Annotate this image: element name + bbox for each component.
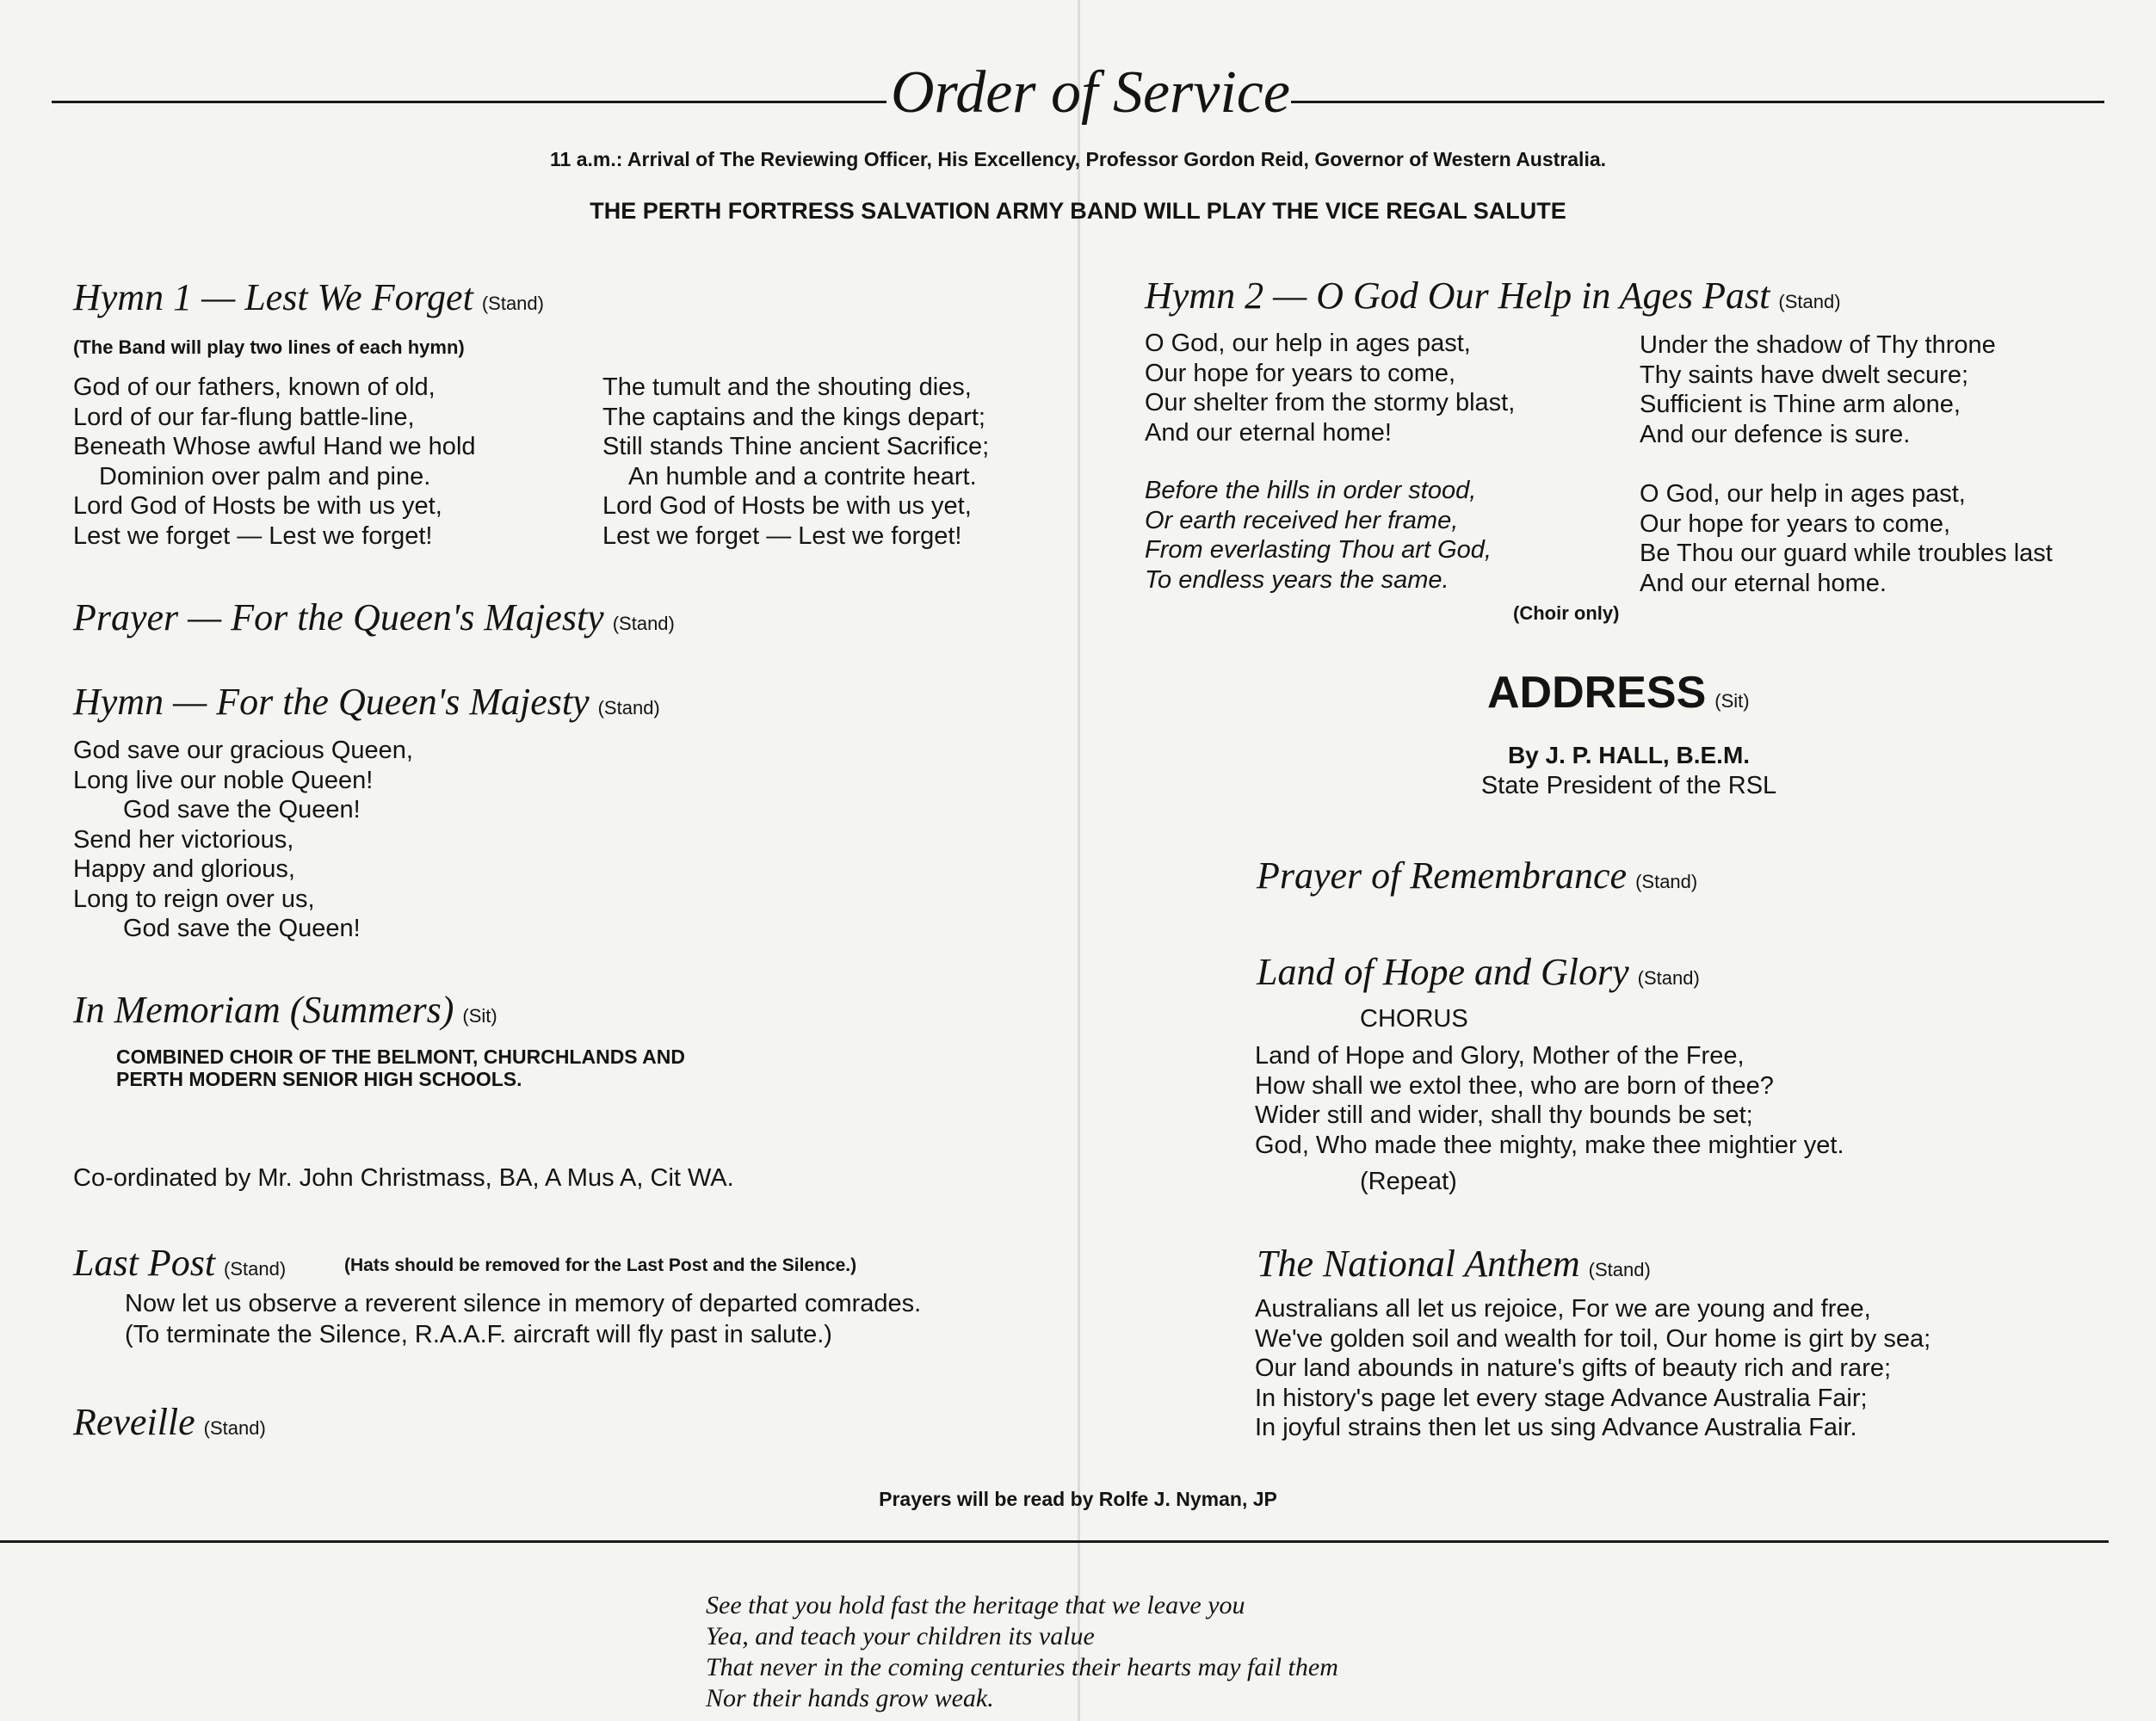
prayers-reader: Prayers will be read by Rolfe J. Nyman, JP [879,1488,1277,1510]
verse-line: The tumult and the shouting dies, [602,373,972,401]
prayer-queen-title: Prayer — For the Queen's Majesty [73,596,604,638]
verse-line: Land of Hope and Glory, Mother of the Free, [1255,1042,1745,1070]
prayer-remembrance-heading [1257,854,1697,898]
verse-line: Lord of our far-flung battle-line, [73,403,415,431]
hymn2-verse-1 [1145,329,1515,447]
prayer-queen-heading [73,595,675,639]
memoriam-note: (Sit) [462,1005,497,1027]
verse-line: Sufficient is Thine arm alone, [1640,391,1961,418]
hymn-queen-heading [73,680,660,724]
header-rule-left [52,101,886,103]
verse-line: Be Thou our guard while troubles last [1640,540,2053,567]
verse-line: Dominion over palm and pine. [99,462,431,490]
verse-line: Before the hills in order stood, [1145,477,1477,504]
verse-line: Our land abounds in nature's gifts of beauty rich and rare; [1255,1354,1892,1382]
verse-line: To endless years the same. [1145,565,1449,594]
page-title: Order of Service [891,59,1290,126]
memoriam-heading [73,988,497,1032]
footer-rule [0,1540,2109,1543]
reveille-note: (Stand) [203,1417,266,1439]
anthem-title: The National Anthem [1257,1243,1580,1285]
address-speaker: By J. P. HALL, B.E.M. [1507,742,1751,768]
silence-line-2: (To terminate the Silence, R.A.A.F. aircraft will fly past in salute.) [125,1321,832,1348]
hymn1-verse-1 [73,373,476,551]
hymn-queen-title: Hymn — For the Queen's Majesty [73,681,590,723]
last-post-note: (Stand) [224,1258,287,1280]
quote-line: Nor their hands grow weak. [706,1684,994,1712]
hymn1-heading [73,275,544,319]
memoriam-title: In Memoriam (Summers) [73,989,454,1031]
prayer-queen-note: (Stand) [612,613,675,634]
anthem-note: (Stand) [1588,1259,1651,1280]
verse-line: Happy and glorious, [73,855,295,883]
prayer-remembrance-title: Prayer of Remembrance [1257,854,1628,897]
verse-line: From everlasting Thou art God, [1145,536,1492,564]
hymn2-note: (Stand) [1778,291,1841,312]
verse-line: The captains and the kings depart; [602,403,985,431]
verse-line: Or earth received her frame, [1145,506,1459,534]
quote-line: That never in the coming centuries their hearts may fail them [706,1653,1338,1681]
land-hope-verse [1255,1041,1844,1160]
choir-line-2: PERTH MODERN SENIOR HIGH SCHOOLS. [116,1068,522,1090]
verse-line: Our hope for years to come, [1145,359,1456,387]
verse-line: How shall we extol thee, who are born of thee? [1255,1071,1774,1100]
last-post-title: Last Post [73,1242,216,1284]
verse-line: Still stands Thine ancient Sacrifice; [602,433,990,460]
anthem-heading [1257,1242,1651,1286]
last-post-heading [73,1241,286,1285]
verse-line: Send her victorious, [73,825,294,854]
address-heading [1487,667,1750,719]
verse-line: Lest we forget — Lest we forget! [602,521,962,550]
silence-line-1: Now let us observe a reverent silence in memory of departed comrades. [125,1290,922,1317]
land-hope-note: (Stand) [1637,967,1700,989]
verse-line: God save the Queen! [123,796,361,823]
verse-line: O God, our help in ages past, [1145,330,1471,357]
verse-line: An humble and a contrite heart. [628,462,977,490]
reveille-heading [73,1400,266,1444]
verse-line: Lord God of Hosts be with us yet, [73,492,442,520]
verse-line: And our defence is sure. [1640,420,1911,448]
verse-line: O God, our help in ages past, [1640,480,1966,508]
land-hope-heading [1257,950,1700,994]
reveille-title: Reveille [73,1401,195,1443]
chorus-label: CHORUS [1360,1005,1468,1033]
choir-line-1: COMBINED CHOIR OF THE BELMONT, CHURCHLANDS AND [116,1046,686,1068]
verse-line: Our hope for years to come, [1640,509,1951,538]
verse-line: God of our fathers, known of old, [73,373,436,401]
verse-line: Wider still and wider, shall thy bounds be set; [1255,1101,1753,1129]
land-hope-title: Land of Hope and Glory [1257,951,1629,993]
arrival-text: 11 a.m.: Arrival of The Reviewing Officer, His Excellency, Professor Gordon Reid, Governor of Western Australia. [549,148,1607,170]
hymn2-title: Hymn 2 — O God Our Help in Ages Past [1145,274,1770,317]
choir-only-note: (Choir only) [1513,602,1620,624]
verse-line: Long live our noble Queen! [73,766,374,794]
hymn2-verse-4 [1640,479,2053,598]
hats-note: (Hats should be removed for the Last Post and the Silence.) [344,1255,857,1275]
verse-line: God, Who made thee mighty, make thee mightier yet. [1255,1131,1844,1159]
quote-line: See that you hold fast the heritage that we leave you [706,1591,1245,1619]
hymn2-heading [1145,274,1841,318]
hymn-queen-verse [73,736,413,944]
quote-line: Yea, and teach your children its value [706,1622,1095,1650]
salute-text: THE PERTH FORTRESS SALVATION ARMY BAND WILL PLAY THE VICE REGAL SALUTE [590,198,1566,224]
anthem-verse [1255,1294,1931,1443]
verse-line: Lest we forget — Lest we forget! [73,521,433,550]
address-note: (Sit) [1714,690,1750,712]
verse-line: Beneath Whose awful Hand we hold [73,433,476,460]
verse-line: Australians all let us rejoice, For we are young and free, [1255,1295,1871,1323]
verse-line: And our eternal home! [1145,418,1392,447]
verse-line: In history's page let every stage Advance Australia Fair; [1255,1384,1868,1412]
footer-quote [706,1590,1338,1714]
hymn-queen-note: (Stand) [597,697,660,719]
verse-line: Long to reign over us, [73,885,315,913]
verse-line: And our eternal home. [1640,569,1887,597]
hymn1-subtitle: (The Band will play two lines of each hymn) [73,336,465,358]
verse-line: Under the shadow of Thy throne [1640,331,1996,359]
verse-line: We've golden soil and wealth for toil, Our home is girt by sea; [1255,1324,1931,1353]
hymn2-verse-2 [1640,330,1996,449]
verse-line: God save our gracious Queen, [73,737,413,764]
header-rule-right [1291,101,2104,103]
verse-line: In joyful strains then let us sing Advance Australia Fair. [1255,1414,1857,1441]
hymn1-verse-2 [602,373,989,551]
hymn1-note: (Stand) [481,293,544,314]
prayer-remembrance-note: (Stand) [1635,871,1698,892]
page-fold [1078,0,1080,1721]
verse-line: God save the Queen! [123,915,361,942]
verse-line: Our shelter from the stormy blast, [1145,389,1516,416]
address-title: ADDRESS [1487,668,1707,718]
verse-line: Thy saints have dwelt secure; [1640,361,1969,389]
hymn2-verse-3 [1145,476,1492,595]
hymn1-title: Hymn 1 — Lest We Forget [73,276,473,318]
coordinator-text: Co-ordinated by Mr. John Christmass, BA, A Mus A, Cit WA. [73,1164,734,1192]
verse-line: Lord God of Hosts be with us yet, [602,492,972,520]
repeat-label: (Repeat) [1360,1168,1457,1195]
address-role: State President of the RSL [1480,772,1777,799]
